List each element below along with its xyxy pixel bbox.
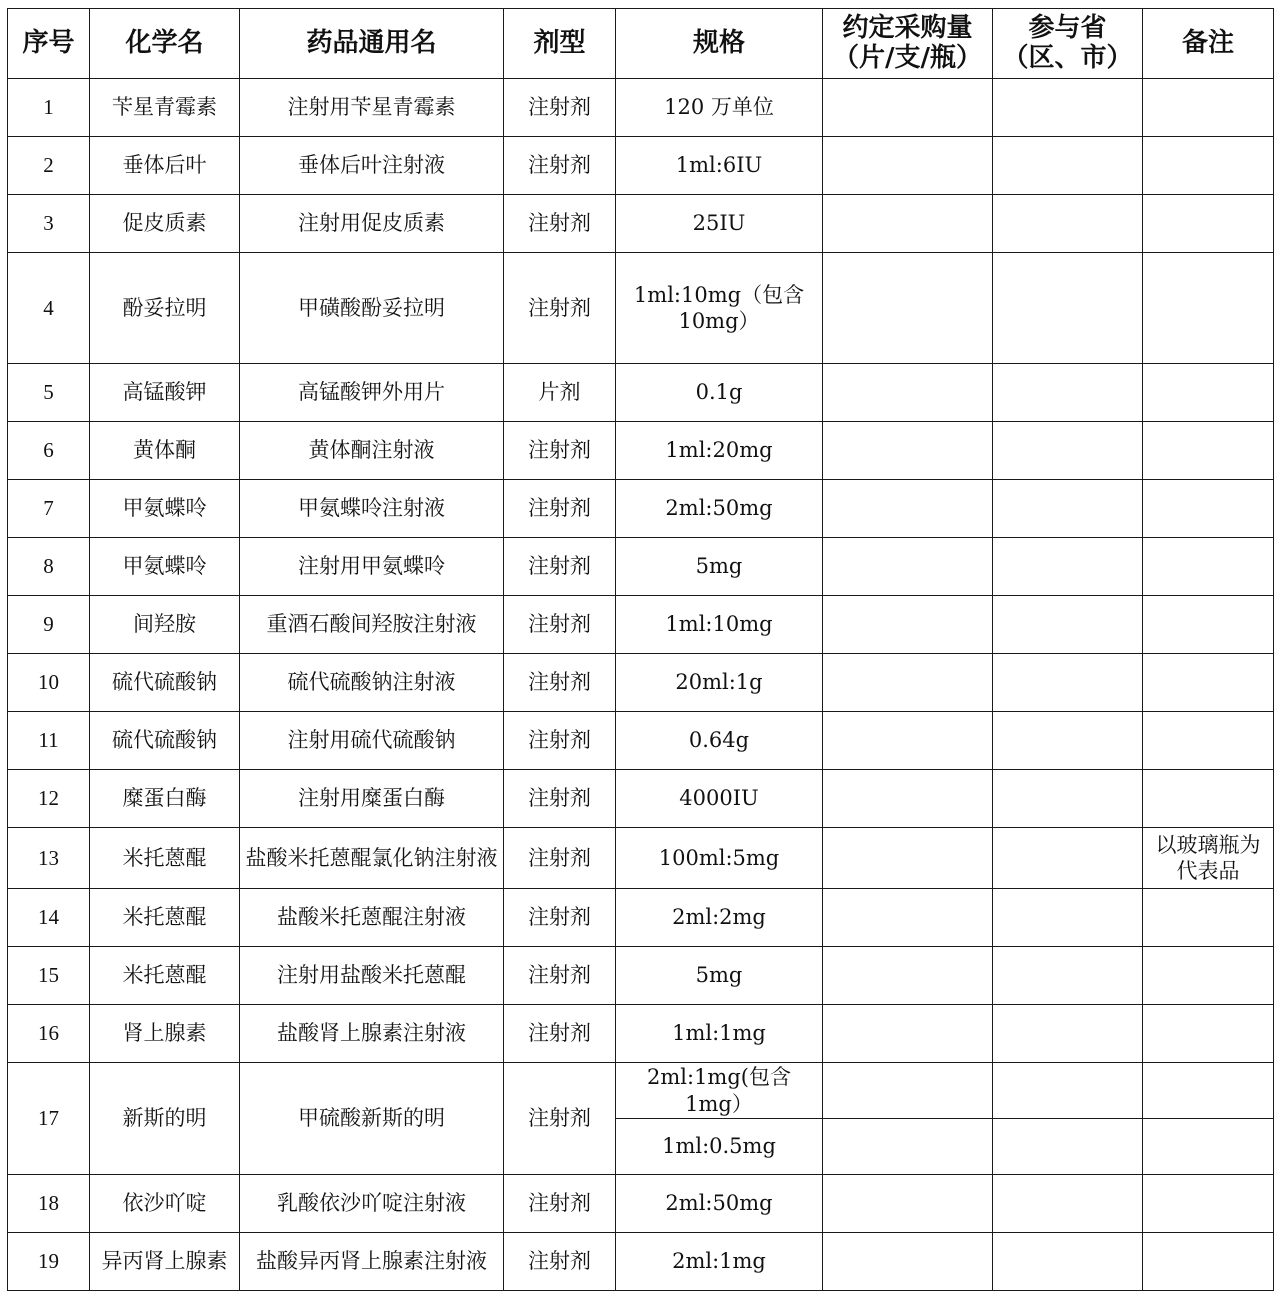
cell-chemical-name: 促皮质素 bbox=[90, 195, 240, 253]
cell-participating-provinces bbox=[993, 889, 1143, 947]
cell-agreed-quantity bbox=[823, 1119, 993, 1175]
cell-specification: 2ml:1mg bbox=[616, 1233, 823, 1291]
cell-remarks bbox=[1143, 712, 1274, 770]
cell-specification: 100ml:5mg bbox=[616, 828, 823, 889]
cell-specification: 1ml:6IU bbox=[616, 137, 823, 195]
cell-participating-provinces bbox=[993, 253, 1143, 364]
cell-agreed-quantity bbox=[823, 947, 993, 1005]
header-specification: 规格 bbox=[616, 9, 823, 79]
cell-agreed-quantity bbox=[823, 654, 993, 712]
cell-participating-provinces bbox=[993, 1005, 1143, 1063]
table-row bbox=[8, 712, 1274, 770]
drug-procurement-table bbox=[7, 8, 1274, 1291]
table-row bbox=[8, 364, 1274, 422]
table-row bbox=[8, 947, 1274, 1005]
cell-participating-provinces bbox=[993, 828, 1143, 889]
cell-seq: 17 bbox=[8, 1063, 90, 1175]
cell-chemical-name: 硫代硫酸钠 bbox=[90, 712, 240, 770]
cell-generic-name: 盐酸肾上腺素注射液 bbox=[240, 1005, 504, 1063]
table-row bbox=[8, 1233, 1274, 1291]
cell-remarks bbox=[1143, 195, 1274, 253]
cell-dosage-form: 注射剂 bbox=[504, 422, 616, 480]
cell-chemical-name: 甲氨蝶呤 bbox=[90, 480, 240, 538]
cell-dosage-form: 注射剂 bbox=[504, 253, 616, 364]
cell-remarks bbox=[1143, 1005, 1274, 1063]
cell-generic-name: 甲硫酸新斯的明 bbox=[240, 1063, 504, 1175]
cell-agreed-quantity bbox=[823, 1063, 993, 1119]
cell-chemical-name: 间羟胺 bbox=[90, 596, 240, 654]
cell-agreed-quantity bbox=[823, 538, 993, 596]
table-row bbox=[8, 596, 1274, 654]
cell-generic-name: 注射用盐酸米托蒽醌 bbox=[240, 947, 504, 1005]
cell-generic-name: 盐酸米托蒽醌氯化钠注射液 bbox=[240, 828, 504, 889]
cell-seq: 13 bbox=[8, 828, 90, 889]
cell-chemical-name: 硫代硫酸钠 bbox=[90, 654, 240, 712]
cell-seq: 1 bbox=[8, 79, 90, 137]
cell-generic-name: 甲磺酸酚妥拉明 bbox=[240, 253, 504, 364]
cell-specification: 2ml:1mg(包含 1mg） bbox=[616, 1063, 823, 1119]
cell-participating-provinces bbox=[993, 79, 1143, 137]
cell-specification: 5mg bbox=[616, 538, 823, 596]
cell-remarks bbox=[1143, 538, 1274, 596]
cell-dosage-form: 注射剂 bbox=[504, 654, 616, 712]
table-row bbox=[8, 770, 1274, 828]
cell-generic-name: 黄体酮注射液 bbox=[240, 422, 504, 480]
cell-generic-name: 注射用促皮质素 bbox=[240, 195, 504, 253]
cell-dosage-form: 注射剂 bbox=[504, 1005, 616, 1063]
cell-seq: 12 bbox=[8, 770, 90, 828]
cell-specification: 5mg bbox=[616, 947, 823, 1005]
cell-participating-provinces bbox=[993, 1175, 1143, 1233]
cell-generic-name: 硫代硫酸钠注射液 bbox=[240, 654, 504, 712]
table-row bbox=[8, 422, 1274, 480]
cell-agreed-quantity bbox=[823, 1233, 993, 1291]
cell-seq: 8 bbox=[8, 538, 90, 596]
table-row bbox=[8, 1175, 1274, 1233]
cell-specification: 120 万单位 bbox=[616, 79, 823, 137]
table-row bbox=[8, 79, 1274, 137]
cell-participating-provinces bbox=[993, 364, 1143, 422]
cell-participating-provinces bbox=[993, 596, 1143, 654]
cell-seq: 14 bbox=[8, 889, 90, 947]
cell-remarks bbox=[1143, 253, 1274, 364]
cell-dosage-form: 注射剂 bbox=[504, 1063, 616, 1175]
cell-chemical-name: 新斯的明 bbox=[90, 1063, 240, 1175]
cell-specification: 2ml:50mg bbox=[616, 1175, 823, 1233]
cell-chemical-name: 苄星青霉素 bbox=[90, 79, 240, 137]
header-chemical-name: 化学名 bbox=[90, 9, 240, 79]
header-seq: 序号 bbox=[8, 9, 90, 79]
cell-agreed-quantity bbox=[823, 480, 993, 538]
cell-dosage-form: 注射剂 bbox=[504, 137, 616, 195]
cell-chemical-name: 异丙肾上腺素 bbox=[90, 1233, 240, 1291]
cell-remarks bbox=[1143, 79, 1274, 137]
cell-participating-provinces bbox=[993, 422, 1143, 480]
cell-specification: 2ml:2mg bbox=[616, 889, 823, 947]
cell-remarks bbox=[1143, 364, 1274, 422]
cell-seq: 18 bbox=[8, 1175, 90, 1233]
cell-specification: 0.1g bbox=[616, 364, 823, 422]
cell-seq: 9 bbox=[8, 596, 90, 654]
cell-generic-name: 重酒石酸间羟胺注射液 bbox=[240, 596, 504, 654]
cell-remarks bbox=[1143, 1063, 1274, 1119]
cell-remarks bbox=[1143, 1175, 1274, 1233]
cell-participating-provinces bbox=[993, 1119, 1143, 1175]
cell-chemical-name: 依沙吖啶 bbox=[90, 1175, 240, 1233]
cell-remarks bbox=[1143, 1233, 1274, 1291]
cell-specification: 0.64g bbox=[616, 712, 823, 770]
cell-dosage-form: 注射剂 bbox=[504, 596, 616, 654]
cell-seq: 2 bbox=[8, 137, 90, 195]
cell-seq: 10 bbox=[8, 654, 90, 712]
cell-dosage-form: 注射剂 bbox=[504, 770, 616, 828]
cell-chemical-name: 黄体酮 bbox=[90, 422, 240, 480]
cell-dosage-form: 注射剂 bbox=[504, 195, 616, 253]
cell-dosage-form: 注射剂 bbox=[504, 480, 616, 538]
header-remarks: 备注 bbox=[1143, 9, 1274, 79]
table-row bbox=[8, 538, 1274, 596]
cell-chemical-name: 肾上腺素 bbox=[90, 1005, 240, 1063]
cell-dosage-form: 注射剂 bbox=[504, 538, 616, 596]
cell-seq: 4 bbox=[8, 253, 90, 364]
cell-agreed-quantity bbox=[823, 364, 993, 422]
cell-dosage-form: 注射剂 bbox=[504, 1175, 616, 1233]
cell-generic-name: 注射用硫代硫酸钠 bbox=[240, 712, 504, 770]
cell-agreed-quantity bbox=[823, 1005, 993, 1063]
cell-specification: 20ml:1g bbox=[616, 654, 823, 712]
cell-agreed-quantity bbox=[823, 712, 993, 770]
cell-dosage-form: 注射剂 bbox=[504, 828, 616, 889]
cell-seq: 3 bbox=[8, 195, 90, 253]
cell-remarks bbox=[1143, 596, 1274, 654]
cell-chemical-name: 垂体后叶 bbox=[90, 137, 240, 195]
table-row bbox=[8, 137, 1274, 195]
cell-chemical-name: 米托蒽醌 bbox=[90, 889, 240, 947]
cell-seq: 6 bbox=[8, 422, 90, 480]
cell-generic-name: 注射用甲氨蝶呤 bbox=[240, 538, 504, 596]
table-row bbox=[8, 889, 1274, 947]
cell-dosage-form: 注射剂 bbox=[504, 889, 616, 947]
cell-remarks bbox=[1143, 770, 1274, 828]
cell-specification: 2ml:50mg bbox=[616, 480, 823, 538]
cell-remarks bbox=[1143, 889, 1274, 947]
table-row bbox=[8, 1063, 1274, 1119]
cell-seq: 5 bbox=[8, 364, 90, 422]
header-generic-name: 药品通用名 bbox=[240, 9, 504, 79]
cell-remarks bbox=[1143, 137, 1274, 195]
cell-dosage-form: 注射剂 bbox=[504, 1233, 616, 1291]
cell-specification-alt: 1ml:0.5mg bbox=[616, 1119, 823, 1175]
cell-generic-name: 高锰酸钾外用片 bbox=[240, 364, 504, 422]
cell-participating-provinces bbox=[993, 137, 1143, 195]
cell-agreed-quantity bbox=[823, 596, 993, 654]
cell-participating-provinces bbox=[993, 1063, 1143, 1119]
cell-specification: 1ml:10mg（包含10mg） bbox=[616, 253, 823, 364]
cell-agreed-quantity bbox=[823, 828, 993, 889]
table-row bbox=[8, 195, 1274, 253]
cell-dosage-form: 注射剂 bbox=[504, 712, 616, 770]
cell-chemical-name: 酚妥拉明 bbox=[90, 253, 240, 364]
cell-generic-name: 注射用苄星青霉素 bbox=[240, 79, 504, 137]
cell-seq: 11 bbox=[8, 712, 90, 770]
cell-specification: 4000IU bbox=[616, 770, 823, 828]
cell-agreed-quantity bbox=[823, 422, 993, 480]
cell-participating-provinces bbox=[993, 538, 1143, 596]
cell-generic-name: 盐酸异丙肾上腺素注射液 bbox=[240, 1233, 504, 1291]
cell-chemical-name: 甲氨蝶呤 bbox=[90, 538, 240, 596]
cell-remarks: 以玻璃瓶为代表品 bbox=[1143, 828, 1274, 889]
header-row bbox=[8, 9, 1274, 79]
cell-participating-provinces bbox=[993, 480, 1143, 538]
cell-specification: 1ml:1mg bbox=[616, 1005, 823, 1063]
cell-agreed-quantity bbox=[823, 889, 993, 947]
cell-specification: 25IU bbox=[616, 195, 823, 253]
cell-agreed-quantity bbox=[823, 79, 993, 137]
cell-specification: 1ml:10mg bbox=[616, 596, 823, 654]
cell-remarks bbox=[1143, 422, 1274, 480]
cell-participating-provinces bbox=[993, 195, 1143, 253]
header-agreed-quantity: 约定采购量（片/支/瓶） bbox=[823, 9, 993, 79]
cell-dosage-form: 注射剂 bbox=[504, 79, 616, 137]
cell-agreed-quantity bbox=[823, 770, 993, 828]
cell-chemical-name: 糜蛋白酶 bbox=[90, 770, 240, 828]
cell-seq: 15 bbox=[8, 947, 90, 1005]
header-participating-provinces: 参与省（区、市） bbox=[993, 9, 1143, 79]
cell-chemical-name: 米托蒽醌 bbox=[90, 947, 240, 1005]
table-row bbox=[8, 480, 1274, 538]
cell-generic-name: 盐酸米托蒽醌注射液 bbox=[240, 889, 504, 947]
cell-participating-provinces bbox=[993, 654, 1143, 712]
cell-seq: 7 bbox=[8, 480, 90, 538]
cell-participating-provinces bbox=[993, 947, 1143, 1005]
cell-participating-provinces bbox=[993, 770, 1143, 828]
cell-agreed-quantity bbox=[823, 137, 993, 195]
table-row bbox=[8, 1005, 1274, 1063]
cell-participating-provinces bbox=[993, 712, 1143, 770]
cell-generic-name: 垂体后叶注射液 bbox=[240, 137, 504, 195]
header-dosage-form: 剂型 bbox=[504, 9, 616, 79]
cell-dosage-form: 片剂 bbox=[504, 364, 616, 422]
cell-generic-name: 甲氨蝶呤注射液 bbox=[240, 480, 504, 538]
cell-chemical-name: 高锰酸钾 bbox=[90, 364, 240, 422]
cell-remarks bbox=[1143, 654, 1274, 712]
cell-dosage-form: 注射剂 bbox=[504, 947, 616, 1005]
table-row bbox=[8, 828, 1274, 889]
cell-remarks bbox=[1143, 1119, 1274, 1175]
cell-specification: 1ml:20mg bbox=[616, 422, 823, 480]
cell-agreed-quantity bbox=[823, 195, 993, 253]
cell-remarks bbox=[1143, 947, 1274, 1005]
cell-seq: 19 bbox=[8, 1233, 90, 1291]
cell-remarks bbox=[1143, 480, 1274, 538]
cell-participating-provinces bbox=[993, 1233, 1143, 1291]
cell-generic-name: 乳酸依沙吖啶注射液 bbox=[240, 1175, 504, 1233]
cell-chemical-name: 米托蒽醌 bbox=[90, 828, 240, 889]
cell-agreed-quantity bbox=[823, 253, 993, 364]
cell-generic-name: 注射用糜蛋白酶 bbox=[240, 770, 504, 828]
cell-agreed-quantity bbox=[823, 1175, 993, 1233]
table-row bbox=[8, 654, 1274, 712]
table-row bbox=[8, 253, 1274, 364]
cell-seq: 16 bbox=[8, 1005, 90, 1063]
